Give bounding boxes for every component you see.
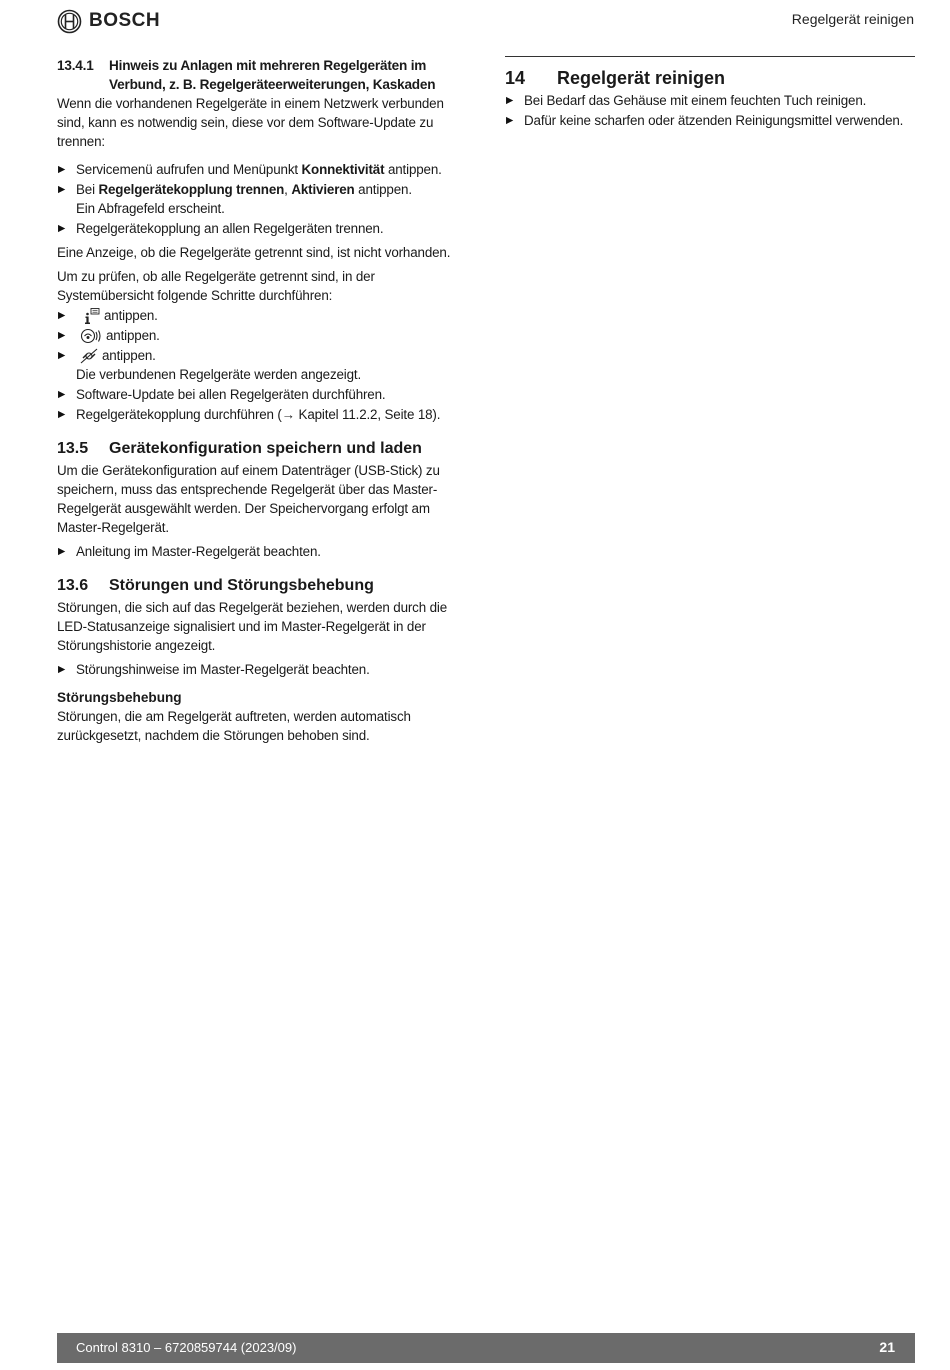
section-number: 13.5 — [57, 440, 89, 457]
right-column — [505, 56, 915, 135]
subsection-heading: Störungsbehebung — [57, 690, 182, 705]
list-item: ▶ Bei Bedarf das Gehäuse mit einem feuchten Tuch reinigen. — [505, 91, 915, 110]
section-number: 14 — [505, 68, 526, 88]
section-number: 13.6 — [57, 577, 89, 594]
bosch-logo — [57, 8, 160, 34]
document-id: Control 8310 – 6720859744 (2023/09) — [76, 1340, 297, 1355]
subsection-paragraph: Störungen, die am Regelgerät auftreten, werden automatisch zurückgesetzt, nachdem die Störungen behoben sind. — [57, 709, 411, 743]
section-13-6-paragraph: Störungen, die sich auf das Regelgerät beziehen, werden durch die LED-Statusanzeige signalisiert und im Master-Regelgerät in der Störungshistorie angezeigt. — [57, 600, 448, 653]
list-item: ▶ Dafür keine scharfen oder ätzenden Reinigungsmittel verwenden. — [505, 111, 915, 130]
arrow-ref-icon: → — [281, 407, 295, 422]
step-list-3 — [57, 542, 469, 561]
paragraph-check-steps: Um zu prüfen, ob alle Regelgeräte getrennt sind, in der Systemübersicht folgende Schritte durchführen: — [57, 269, 375, 303]
list-item: ▶ antippen. Die verbundenen Regelgeräte werden angezeigt. — [57, 346, 469, 384]
list-item: ▶ Software-Update bei allen Regelgeräten durchführen. — [57, 385, 469, 404]
section-13-5-paragraph: Um die Gerätekonfiguration auf einem Datenträger (USB-Stick) zu speichern, muss das entsprechende Regelgerät über das Master-Regelgerät ausgewählt werden. Der Speichervorgang erfolgt am Master-Regelgerät. — [57, 463, 440, 535]
section-title: Störungen und Störungsbehebung — [109, 577, 374, 594]
page-number: 21 — [879, 1339, 895, 1355]
section-title: Gerätekonfiguration speichern und laden — [109, 440, 422, 457]
info-menu-icon — [80, 308, 100, 325]
step-list-1 — [57, 160, 469, 238]
list-item-result: Die verbundenen Regelgeräte werden angezeigt. — [76, 367, 362, 382]
connectivity-icon — [80, 328, 102, 344]
section-13-4-1-intro: Wenn die vorhandenen Regelgeräte in einem Netzwerk verbunden sind, kann es notwendig sein, diese vor dem Software-Update zu trennen: — [57, 96, 444, 149]
section-13-5-heading — [57, 438, 469, 460]
section-13-6-heading — [57, 575, 469, 597]
list-item: ▶ Regelgerätekopplung an allen Regelgeräten trennen. — [57, 219, 469, 238]
section-14 — [505, 56, 915, 130]
section-title: Hinweis zu Anlagen mit mehreren Regelgeräten im Verbund, z. B. Regelgeräteerweiterungen, Kaskaden — [109, 58, 436, 92]
decouple-icon — [80, 348, 98, 364]
step-list-2 — [57, 306, 469, 424]
running-header-title: Regelgerät reinigen — [791, 11, 914, 27]
paragraph-no-indicator: Eine Anzeige, ob die Regelgeräte getrennt sind, ist nicht vorhanden. — [57, 245, 451, 260]
list-item: ▶ Bei Regelgerätekopplung trennen, Aktivieren antippen. Ein Abfragefeld erscheint. — [57, 180, 469, 218]
chapter-reference[interactable]: Kapitel 11.2.2, Seite 18). — [294, 407, 441, 422]
left-column — [57, 56, 469, 750]
list-item: ▶ antippen. — [57, 326, 469, 345]
list-item: ▶ Servicemenü aufrufen und Menüpunkt Konnektivität antippen. — [57, 160, 469, 179]
step-list-4 — [57, 660, 469, 679]
bosch-armature-icon — [57, 9, 82, 34]
page-footer — [57, 1333, 915, 1363]
brand-name: BOSCH — [89, 10, 161, 31]
section-14-heading — [505, 66, 915, 90]
section-13-4-1-heading — [57, 56, 469, 94]
list-item: ▶ antippen. — [57, 306, 469, 325]
section-number: 13.4.1 — [57, 58, 94, 73]
list-item: ▶ Regelgerätekopplung durchführen (→ Kapitel 11.2.2, Seite 18). — [57, 405, 469, 424]
list-item-result: Ein Abfragefeld erscheint. — [76, 201, 225, 216]
cleaning-steps — [505, 91, 915, 130]
list-item: ▶ Anleitung im Master-Regelgerät beachten. — [57, 542, 469, 561]
section-title: Regelgerät reinigen — [557, 68, 726, 88]
list-item: ▶ Störungshinweise im Master-Regelgerät beachten. — [57, 660, 469, 679]
